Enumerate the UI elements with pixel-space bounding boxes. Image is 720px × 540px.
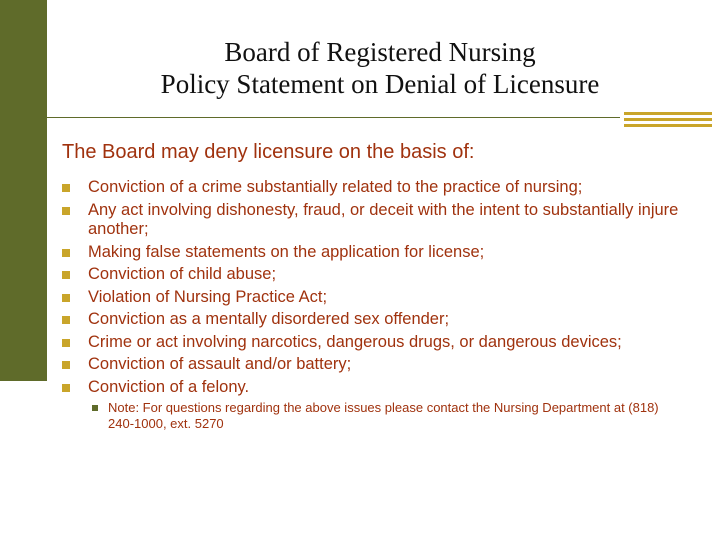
square-bullet-icon [62,339,70,347]
list-item [62,355,702,375]
bullet-text: Conviction as a mentally disordered sex offender; [88,310,450,328]
square-bullet-icon [62,271,70,279]
small-square-bullet-icon [92,405,98,411]
slide-title [95,36,665,100]
square-bullet-icon [62,294,70,302]
square-bullet-icon [62,316,70,324]
list-item [62,178,702,198]
title-line-2: Policy Statement on Denial of Licensure [160,69,600,99]
gold-rule-bottom [624,124,712,127]
list-item [62,310,702,330]
square-bullet-icon [62,384,70,392]
title-divider [47,117,620,118]
bullet-text: Making false statements on the application for license; [88,242,485,261]
list-item [62,288,702,308]
list-item [62,333,702,353]
sidebar-bar [0,0,47,381]
square-bullet-icon [62,184,70,192]
bullet-list [62,178,702,435]
list-item [62,201,702,240]
bullet-text: Conviction of child abuse; [88,265,277,283]
square-bullet-icon [62,361,70,369]
gold-rule-middle [624,118,712,121]
bullet-text: Violation of Nursing Practice Act; [88,287,328,306]
sub-bullet-list [88,400,678,432]
gold-rule-top [624,112,712,115]
square-bullet-icon [62,249,70,257]
list-item [62,243,702,263]
bullet-text: Conviction of a crime substantially related to the practice of nursing; [88,178,583,196]
bullet-text: Crime or act involving narcotics, dangerous drugs, or dangerous devices; [88,332,622,351]
list-item [62,265,702,285]
title-line-1: Board of Registered Nursing [224,37,536,67]
note-text: Note: For questions regarding the above issues please contact the Nursing Department at (818) 240-1000, ext. 5270 [108,400,659,431]
list-item [62,378,702,433]
bullet-text: Conviction of a felony. [88,377,250,396]
square-bullet-icon [62,207,70,215]
bullet-text: Any act involving dishonesty, fraud, or deceit with the intent to substantially injure another; [88,200,679,238]
lead-text: The Board may deny licensure on the basis of: [62,141,475,163]
sub-list-item [88,400,678,432]
bullet-text: Conviction of assault and/or battery; [88,355,352,373]
